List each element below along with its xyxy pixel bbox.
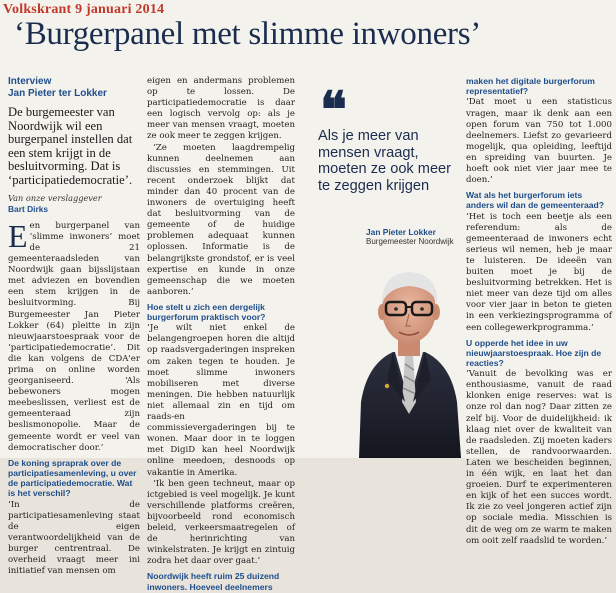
question-4: Wat als het burgerforum iets anders wil dan de gemeenteraad?	[466, 190, 605, 211]
column-3	[466, 76, 612, 547]
quote-mark-icon: ❝	[320, 82, 347, 138]
headline: ‘Burgerpanel met slimme inwoners’	[14, 16, 481, 52]
column-1	[8, 76, 140, 577]
question-3: Noordwijk heeft ruim 25 duizend inwoners. Hoeveel deelnemers	[147, 571, 280, 592]
answer-3: ‘Dat moet u een statisticus vragen, maar ik denk aan een open forum van 750 tot 1.000 deelnemers. Liefst zo gevarieerd mogelijk, qua opleiding, leeftijd en spreiding van buurten. Je hoeft ook niet vier jaar mee te doen.’	[466, 97, 612, 186]
answer-1-continued-2: ‘Ze moeten laagdrempelig kunnen deelnemen aan discussies en stemmingen. Uit recent onderzoek blijkt dat minder dan 40 procent van de inwoners de overtuiging heeft dat besluitvorming van de gemeente of de huidige problemen adequaat kunnen oplossen. Informatie is de belangrijkste grondstof, er is veel expertise en kunde in onze gemeenschap die we moeten aanboren.’	[147, 142, 295, 297]
question-5: U opperde het idee in uw nieuwjaarstoespraak. Hoe zijn de reacties?	[466, 337, 602, 368]
column-2	[147, 76, 295, 593]
byline-label: Van onze verslaggever	[8, 192, 102, 203]
answer-5: ‘Vanuit de bevolking was er enthousiasme, vanuit de raad klonken enige reserves: wat is onze rol dan nog? Daar zitten ze zelf bij. Voor de duidelijkheid: ik klaag niet over de kwaliteit van de raadsleden. Zij moeten kaders stellen, de randvoorwaarden. Laten we bescheiden beginnen, in één wijk, en laat het dan groeien. Durf te experimenteren en kijk of het een succes wordt. Ik zie zo veel jongeren actief zijn op sociale media. Misschien is dit de weg om ze warm te maken om ooit zelf raadslid te worden.’	[466, 369, 612, 546]
question-3-continued: maken het digitale burgerforum representatief?	[466, 76, 595, 97]
lead-paragraph: De burgemeester van Noordwijk wil een burgerpanel instellen dat een stem krijgt in de besluitvorming. Dat is ‘participatiedemocratie’.	[8, 105, 133, 187]
photo-caption-role: Burgemeester Noordwijk	[366, 237, 454, 246]
drop-cap: E	[8, 217, 28, 254]
interview-label: Interview	[8, 76, 52, 87]
answer-4: ‘Het is toch een beetje als een referendum: als de gemeenteraad de inwoners echt serieus wil nemen, heb je maar te luisteren. De ideeën van buiten moet je bij de besluitvorming betrekken. Het is niet meer van deze tijd om alles voor vier jaar in beton te gieten in een verkiezingsprogramma of een collegewerkprogramma.’	[466, 211, 612, 333]
photo-caption-name: Jan Pieter Lokker	[366, 227, 436, 237]
question-1: De koning spraprak over de participatiesamenleving, u over de participatiedemocratie. Wat is het verschil?	[8, 457, 137, 499]
intro-paragraph	[8, 217, 140, 454]
answer-2: ‘Je wilt niet enkel de belangengroepen horen die altijd op raadsvergaderingen inspreken om zaken tegen te houden. Je moet slimme inwoners mobiliseren met diverse meningen. Die hebben natuurlijk niet allemaal zin en tijd om raads-en commissievergaderingen bij te wonen. Maar door in te loggen met DigiD kan heel Noordwijk online meedoen, desnoods op vakantie in Amerika.	[147, 323, 295, 478]
pull-quote: Als je meer van mensen vraagt, moeten ze ook meer te zeggen krijgen	[318, 128, 452, 194]
portrait-photo	[353, 252, 465, 458]
answer-1-continued: eigen en andermans problemen op te lossen. De participatiedemocratie is daar een logisch vervolg op: als je meer van mensen vraagt, moeten ze ook meer te zeggen krijgen.	[147, 76, 295, 142]
interviewee-name: Jan Pieter ter Lokker	[8, 88, 107, 99]
answer-2-continued: ‘Ik ben geen techneut, maar op ictgebied is veel mogelijk. Je kunt verschillende platforms creëren, bijvoorbeeld rond economisch beleid, verkeersmaatregelen of de herinrichting van winkelstraten. Je krijgt en zintuig zodra het daar over gaat.’	[147, 478, 295, 567]
question-2: Hoe stelt u zich een dergelijk burgerforum praktisch voor?	[147, 301, 266, 323]
masthead: Volkskrant 9 januari 2014	[3, 2, 165, 17]
intro-text: en burgerpanel van ‘slimme inwoners’ moet de 21 gemeenteraadsleden van Noordwijk gaan bijsslijstaan met adviezen en bovendien een stem krijgen in de besluitvorming. Bij Burgemeester Jan Pieter Lokker (64) pleitte in zijn nieuwjaarstoespraak voor de ‘participatiedemocratie’. Dit die kan volgens de CDA'er prima on online worden georganiseerd. ‘Als bebewoners mogen meebeslissen, verliest est de gemeenteraad zijn beslismonopolie. Maar de gemeente wordt er veel van democratischer door.’	[8, 220, 140, 453]
byline-name: Bart Dirks	[8, 203, 49, 214]
answer-1: ‘In de participatiesamenleving staat de eigen verantwoordelijkheid van de burger centrentraal. De overheid vraagt meer ini initiatief van mensen om	[8, 499, 140, 577]
